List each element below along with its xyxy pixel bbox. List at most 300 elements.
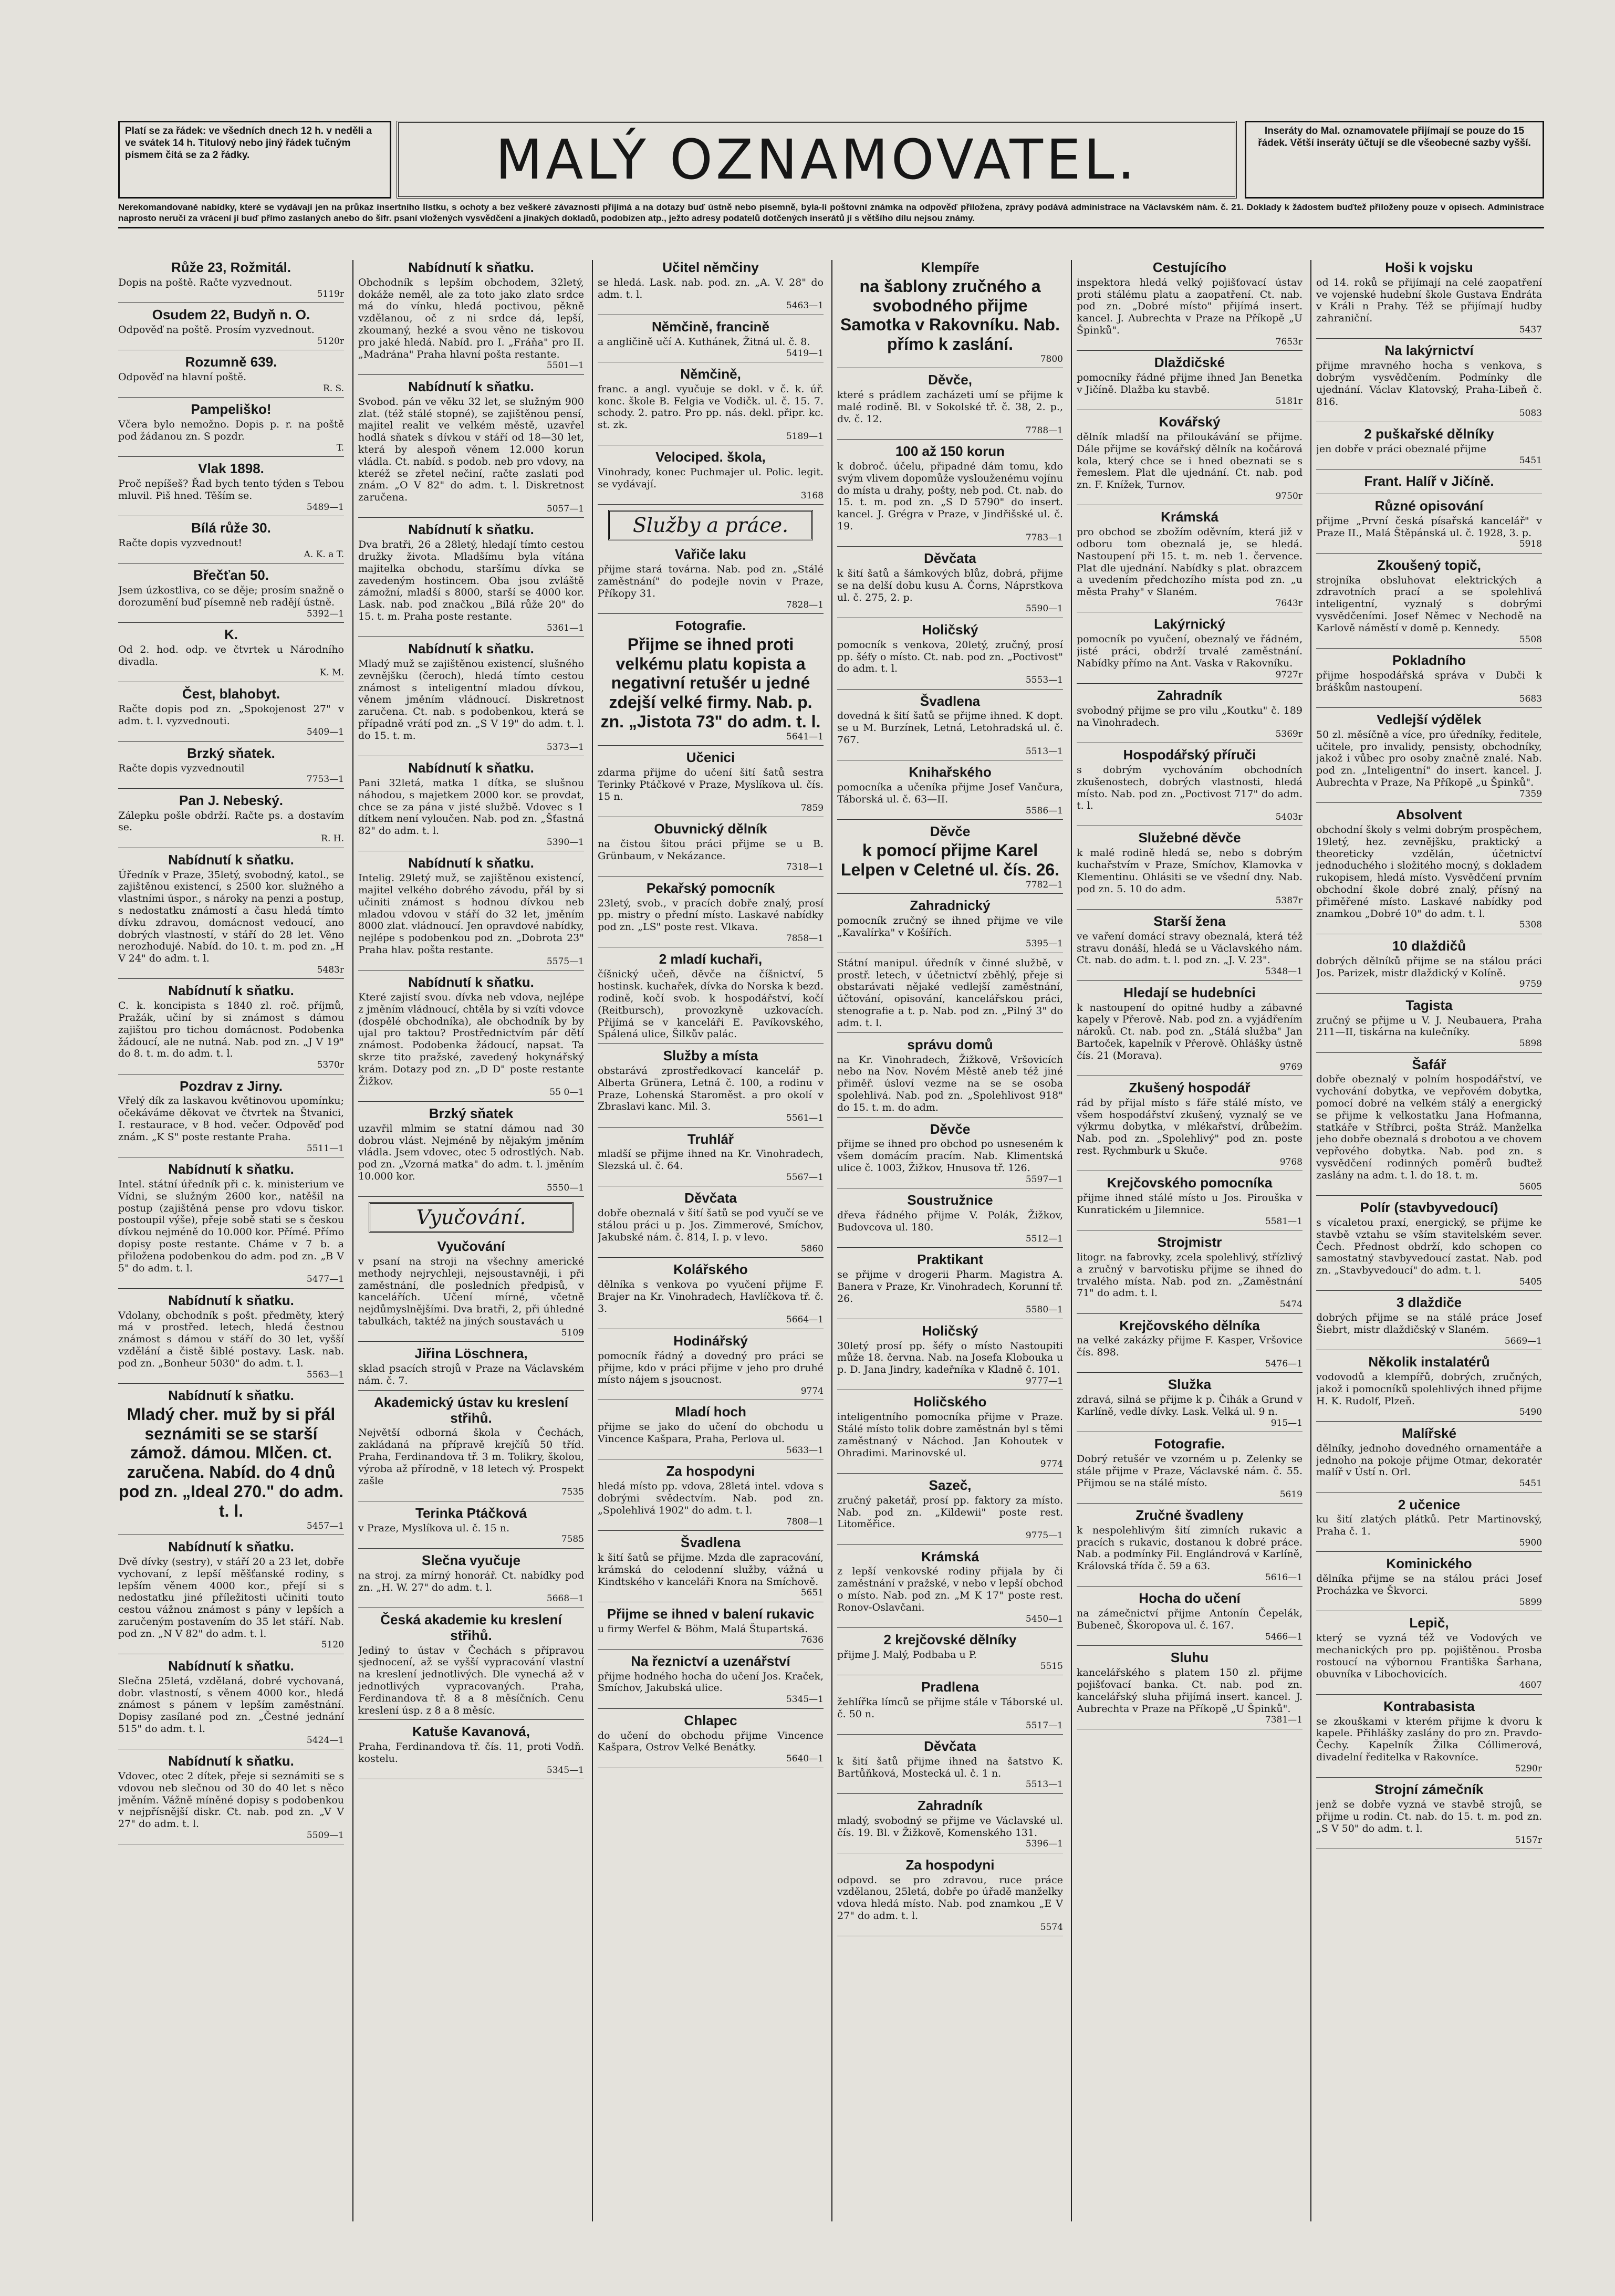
ad-code: 5181r [1275,395,1303,406]
ad-heading: Dlaždičské [1154,354,1225,371]
ad-heading: Švadlena [920,693,981,709]
ad-code: 5373—1 [546,742,584,753]
ad-body: Jediný to ústav v Čechách s přípravou sjednocení, až se vyšší vypracování vlastní na kreslení jednotlivých. Dle vynechá až v jednotlivých vypracovaných. Praha, Ferdinandova tř. 8 a 8 měsíčních. Cenu kreslení úsp. z 8 a 8 měsíc. [358,1644,584,1716]
classified-ad [118,1658,344,1749]
column-rule [592,260,593,2221]
classified-ad [598,367,824,445]
ad-heading: Nabídnutí k sňatku. [408,641,534,657]
ad-code: 5109 [561,1327,584,1338]
ad-heading: Hospodářský příruči [1123,747,1256,763]
ad-heading: Služka [1168,1376,1212,1393]
classified-ad [837,1857,1063,1936]
newspaper-page [118,121,1544,2221]
classified-ad [837,1798,1063,1853]
ad-body: Státní manipul. úředník v činné službě, v prostř. letech, v účetnictví zběhlý, přeje si obstarávati nějaké vedlejší zaměstnání, účtování, opisování, kancelářskou práci, stenografie a t. p. Nab. pod zn. „Pilný 3" do adm. t. l. [837,957,1063,1029]
ad-code: 7381—1 [1265,1715,1303,1726]
ad-code: 5586—1 [1025,805,1063,816]
classified-ad [1077,830,1303,909]
ad-code: 5403r [1275,812,1303,823]
ad-heading: Bílá růže 30. [191,519,271,536]
ad-body: na stroj. za mírný honorář. Ct. nabídky pod zn. „H. W. 27" do adm. t. l. [358,1569,584,1593]
ad-code: 5308 [1519,920,1542,931]
ad-code: 5345—1 [786,1694,824,1705]
ad-body: jenž se dobře vyzná ve stavbě strojů, se přijme u rodin. Ct. nab. do 15. t. m. pod zn. „S V 50" do adm. t. l. [1316,1799,1542,1834]
ad-heading: 100 až 150 korun [895,443,1005,460]
ad-code: 5396—1 [1025,1839,1063,1850]
ad-body: Úředník v Praze, 35letý, svobodný, katol., se zajištěnou existencí, s 2500 kor. služného a vlastními úspor., s nároky na penzi a postup, s nedostatku známostí a času hledá tímto dívku zdravou, domácnost vedoucí, ano dobrých vlastností, v stáří do 28 let. Věno nerozhodujé. Nabíd. do 10. t. m. pod zn. „H V 24" do adm. t. l. [118,869,344,965]
ad-heading: Krámská [921,1548,979,1564]
classified-ad [1077,1175,1303,1230]
classified-ad [358,379,584,518]
classified-ad [598,260,824,315]
ad-heading: Slečna vyučuje [422,1552,520,1568]
ad-body: Račte dopis pod zn. „Spokojenost 27" v adm. t. l. vyzvednouti. [118,703,344,727]
ad-body: pomocníky řádné přijme ihned Jan Benetka v Jičíně. Dlažba ku stavbě. [1077,372,1303,395]
ad-heading: Brzký sňatek. [187,745,275,761]
classified-ad [1316,1354,1542,1422]
ad-bold-text: Mladý cher. muž by si přál seznámiti se se starší zámož. dámou. Mlčen. ct. zaručena. Nabíd. do 4 dnů pod zn. „Ideal 270." do adm. t. l. [119,1404,343,1520]
classified-ad [118,746,344,789]
ad-heading: Němčině, francině [652,318,769,335]
ad-body: zdarma přijme do učení šití šatů sestra Terinky Ptáčkové v Praze, Myslíkova ul. čís. 15 n. [598,767,824,802]
classified-ad [118,1079,344,1157]
ad-heading: Děvčata [924,550,976,567]
ad-code: 5664—1 [786,1314,824,1326]
ad-body: odpovd. se pro zdravou, ruce práce vzdělanou, 25letá, dobře po úřadě manželky vdova hledá místo. Nab. pod znamkou „E V 27" do adm. t. l. [837,1874,1063,1922]
ad-heading: Pozdrav z Jirny. [179,1078,283,1094]
classified-ad [1316,1699,1542,1778]
ad-heading: Sluhu [1170,1650,1209,1666]
ad-code: 5290r [1515,1763,1542,1774]
ad-code: 5513—1 [1025,1779,1063,1790]
ad-heading: 2 mladí kuchaři, [659,951,763,967]
ad-code: 9750r [1275,491,1303,502]
classified-ad [358,1506,584,1549]
ad-heading: Děvče [930,1121,971,1137]
column-rule [1071,260,1072,2221]
ad-heading: Brzký sňatek [429,1105,514,1121]
classified-ad [1316,343,1542,422]
ad-heading: Rozumně 639. [185,354,277,370]
classified-ad [118,260,344,303]
ad-body: přijme hospodářská správa v Dubči k bráškům nastoupení. [1316,669,1542,693]
ad-body: Svobod. pán ve věku 32 let, se služným 900 zlat. (též stálé stopné), se zajištěnou pensí, majitel realit ve velkém městě, uzavřel hodlá sňatek s dívkou v stáří od 18—30 let, která by alespoň věnem 12.000 korun vládla. Ct. nabíd. s podob. neb pro vdovy, na kteréž se zřetel nečiní, račte zaslati pod znám. „O V 82" do adm. t. l. Diskretnost zaručena. [358,395,584,504]
classified-ad [1316,998,1542,1053]
ad-body: k nespolehlivým šití zimních rukavic a pracích s rukavic, dostanou k dobré práce. Nab. a podmínky Fil. Englándrová v Karlíně, Královská třída č. 59 a 63. [1077,1524,1303,1572]
ad-heading: Zahradník [1156,687,1223,704]
ad-code: 4607 [1519,1680,1542,1691]
classified-ad [118,983,344,1074]
ad-heading: Zručné švadleny [1135,1507,1244,1523]
ad-code: 5550—1 [546,1182,584,1193]
ad-code: 5437 [1519,325,1542,336]
ad-body: přijme hodného hocha do učení Jos. Kraček, Smíchov, Jakubská ulice. [598,1670,824,1694]
ad-body: k šití šatů a šámkových blůz, dobrá, přijme se na delší dobu kusu A. Čorns, Náprstkova ul. č. 275, 2. p. [837,568,1063,603]
ad-heading: Katuše Kavanová, [412,1724,530,1740]
ad-code: 7643r [1275,598,1303,609]
classified-ad [1077,617,1303,684]
ad-code: 7318—1 [786,862,824,873]
ad-code: 5120r [317,336,344,347]
ad-code: 9777—1 [1025,1376,1063,1386]
ad-code: 5512—1 [1025,1233,1063,1244]
ad-body: dělníka s venkova po vyučení přijme F. Brajer na Kr. Vinohradech, Havlíčkova tř. č. 3. [598,1279,824,1314]
classified-ad [598,618,824,746]
ad-body: hledá místo pp. vdova, 28letá intel. vdova s dobrými svědectvím. Nab. pod zn. „Spolehlivá 1902" do adm. t. l. [598,1480,824,1516]
ad-body: Dopis na poště. Račte vyzvednout. [118,276,293,288]
classified-ad [837,1037,1063,1118]
ad-code: 5083 [1519,408,1542,419]
ad-code: 9727r [1275,669,1303,680]
ad-heading: Praktikant [917,1251,983,1268]
ad-body: Slečna 25letá, vzdělaná, dobré vychovaná, dobr. vlastností, s věnem 4000 kor., hledá známost s pánem v lepším zaměstnání. Dopisy zasílané pod zn. „Čestné jednání 515" do adm. t. l. [118,1675,344,1735]
ad-code: 5581—1 [1265,1216,1303,1227]
classified-ad [598,1464,824,1531]
ad-code: 5899 [1519,1596,1542,1608]
classified-ad [1316,1200,1542,1291]
classified-ad [837,1193,1063,1248]
ad-heading: Hodinářský [673,1332,748,1349]
ad-heading: Vlak 1898. [198,461,264,477]
ad-code: 5918 [1519,539,1542,550]
ad-code: 5370r [317,1060,344,1071]
classified-ad [358,641,584,756]
ad-heading: Nabídnutí k sňatku. [168,1387,294,1403]
ad-body: obchodní školy s velmi dobrým prospěchem, 19letý, hez. zevnějšku, praktický a theoreticky vzdělán, účetnictví jednoduchého i složitého mocný, s dokladem rukopisem, hledá místo. Vysvědčení prvním obchodní škole dobré znalý, přísný na přiměřené místo. Laskavé nabídky pod znamkou „Dobré 10" do adm. t. l. [1316,824,1542,920]
classified-ad [837,898,1063,953]
ad-code: K. M. [319,667,344,679]
ad-body: inspektora hledá velký pojišťovací ústav proti stálému platu a zaopatření. Ct. nab. pod zn. „Dobré místo" přijímá insert. kancel. J. Aubrechta v Praze na Příkopě „U Špinků". [1077,276,1303,337]
classified-ad [598,952,824,1044]
classified-ad [837,957,1063,1033]
ad-body: který se vyzná též ve Vodových ve mechanických pro pp. pojištěnou. Prosba rostoucí na výbornou Františka Šarhana, obuvníka v Libochovicích. [1316,1632,1542,1680]
ad-body: jen dobře v práci obeznalé přijme [1316,443,1486,455]
ad-heading: K. [224,626,238,642]
ad-body: a angličině učí A. Kuthánek, Žitná ul. č. 8. [598,336,810,348]
classified-ad [118,1754,344,1844]
ad-code: 5157r [1515,1834,1542,1845]
ad-body: od 14. roků se přijímají na celé zaopatření ve vojenské hudební škole Gustava Endráta v Králi n Prahy. Též se přijímají hudby zahraniční. [1316,276,1542,325]
ad-code: 7782—1 [1025,879,1063,890]
classified-ad [1077,747,1303,826]
ad-body: zručný se přijme u V. J. Neubauera, Praha 211—II, tiskárna na kulečníky. [1316,1014,1542,1038]
ad-heading: Holičský [922,1322,978,1339]
classified-ad [1316,1615,1542,1694]
ad-code: 3168 [800,490,824,501]
ad-heading: Hoši k vojsku [1385,260,1473,275]
ad-code: 5390—1 [546,837,584,848]
classified-ad [1077,914,1303,981]
ad-code: 5348—1 [1265,966,1303,977]
administration-notice: Nerekomandované nabídky, které se vydávají jen na průkaz insertního lístku, s ochoty a bez veškeré závaznosti přijímá a na dotazy buď ústně nebo písemně, byla-li poštovní známka na odpověď přiložena, zprávy podává administrace na Václavském nám. č. 21. Doklady k žádostem buďtež přiloženy pouze v opisech. Administrace naprosto neručí za vrácení jí buď přímo zaslaných anebo do šifr. psaní vložených vysvědčení a jinakých dokladů, podobizen atp., ježto adresy podatelů dotčených inserátů jí s většího dílu nejsou známy. [118,202,1544,228]
section-title: MALÝ OZNAMOVATEL. [397,121,1237,199]
ad-code: 5508 [1519,634,1542,645]
ad-heading: Hocha do učení [1139,1590,1241,1606]
ad-code: 5409—1 [306,727,344,738]
ad-code: 5483r [317,964,344,975]
classified-ad [598,1191,824,1258]
ad-code: 5476—1 [1265,1358,1303,1369]
ad-heading: 10 dlaždičů [1392,937,1466,954]
ad-heading: Kolářského [673,1261,748,1278]
ad-code: 5574 [1040,1922,1063,1933]
ad-body: Račte dopis vyzvednout! [118,537,243,549]
classified-ad [837,824,1063,894]
ad-heading: Děvčata [684,1190,737,1206]
ad-body: k dobroč. účelu, připadné dám tomu, kdo svým vlivem dopomůže vyslouženému vojínu do místa u drahy, pošty, neb pod. Ct. nab. do 15. t. m. pod zn. „S D 5790" do insert. kancel. J. Grégra v Praze, v Jindřišské ul. č. 19. [837,461,1063,533]
ad-heading: Lepič, [1409,1615,1449,1631]
ad-body: sklad psacích strojů v Praze na Václavském nám. č. 7. [358,1363,584,1386]
ad-body: vodovodů a klempířů, dobrých, zručných, jakož i pomocníků spolehlivých ihned přijme H. K. Rudolf, Plzeň. [1316,1371,1542,1407]
ad-code: 5683 [1519,693,1542,704]
classified-ad [598,821,824,876]
ad-heading: Malířské [1401,1425,1457,1441]
ad-body: se přijme v drogerii Pharm. Magistra A. Banera v Praze, Kr. Vinohradech, Korunní tř. 26. [837,1268,1063,1304]
ad-code: 5450—1 [1025,1613,1063,1624]
ad-heading: Holičský [922,621,978,638]
ad-code: 5515 [1040,1661,1063,1672]
classified-ad [1077,985,1303,1076]
ad-heading: Nabídnutí k sňatku. [168,1292,294,1308]
ad-code: 5511—1 [306,1143,344,1154]
ad-heading: Sazeč, [929,1477,972,1493]
ad-body: Zálepku pošle obdrží. Račte ps. a dostavím se. [118,809,344,833]
ad-heading: Krejčovského pomocníka [1107,1175,1273,1191]
ad-body: přijme se ihned pro obchod po usneseném k všem domácím pracím. Nab. Klimentská ulice č. 1003, Žižkov, Hnusova tř. 126. [837,1138,1063,1174]
ad-body: dělníky, jednoho dovedného ornamentáře a jednoho na pokoje přijme Otmar, dekoratér malíř v Ústí n. Orl. [1316,1442,1542,1478]
classified-ad [837,372,1063,440]
ad-body: přijme J. Malý, Podbaba u P. [837,1648,977,1661]
ad-body: dovedná k šití šatů se přijme ihned. K dopt. se u M. Burzínek, Letná, Letohradská ul. č. 767. [837,710,1063,746]
ad-body: na Kr. Vinohradech, Žižkově, Vršovicích nebo na Nov. Novém Městě aneb též jiné přiměř. úsloví vezme na se se osoba spolehlivá. Nab. pod zn. „Spolehlivost 918" do 15. t. m. do adm. [837,1053,1063,1113]
column-4 [837,260,1063,2221]
ad-heading: Absolvent [1396,807,1462,823]
ad-body: strojníka obsluhovat elektrických a zdravotních prací a se spolehlivá inteligentní, vyznalý s dobrými vysvědčeními. Josef Němec v Nechodě na Karlově náměstí v domě p. Kennedy. [1316,574,1542,634]
ad-heading: Břečťan 50. [193,567,269,583]
ad-heading: Nabídnutí k sňatku. [408,855,534,871]
ad-heading: Nabídnutí k sňatku. [168,1161,294,1177]
ad-columns [118,260,1544,2221]
ad-body: k šití šatů se přijme. Mzda dle zapracování, krámská do celodenní služby, vážná u Kindtského v kanceláři Knora na Smíchově. [598,1551,824,1588]
ad-body: přijme se jako do učení do obchodu u Vincence Kašpara, Praha, Perlova ul. [598,1421,824,1445]
classified-ad [358,260,584,375]
ad-body: Vdolany, obchodník s pošt. předměty, který má v prostřed. letech, hledá čestnou známost s dámou v stáří do 30 let, vyšší vzdělání a čistě šiblé postavy. Lask. nab. pod zn. „Bonheur 5030" do adm. t. l. [118,1309,344,1369]
ad-code: 5395—1 [1025,938,1063,949]
ad-code: 5477—1 [306,1274,344,1285]
ad-body: dobře obeznalý v polním hospodářství, ve vychování dobytka, ve vepřovém dobytka, pomocí dobré na velkém stálý a energický se přijme k velkostatku Jana Hofmanna, statkáře v Stříbrci, pošta Stráž. Manželka jeho dobře obeznalá s drobotou a ve chovem vepřového dobytka. Nab. pod zn. s vysvědčení rodinných poměrů buďtež zaslány na adm. t. l. do 18. t. m. [1316,1073,1542,1181]
ad-body: dřeva řádného přijme V. Polák, Žižkov, Budovcova ul. 180. [837,1209,1063,1233]
ad-body: Račte dopis vyzvednoutil [118,762,245,774]
classifieds-header [118,121,1544,200]
classified-ad [118,1539,344,1654]
classified-ad [358,1346,584,1390]
ad-body: Od 2. hod. odp. ve čtvrtek u Národního divadla. [118,643,344,667]
classified-ad [837,1394,1063,1473]
classified-ad [1316,558,1542,649]
ad-code: 7653r [1275,336,1303,347]
classified-ad [598,450,824,505]
ad-code: 7636 [800,1635,824,1646]
ad-heading: Kominického [1386,1556,1472,1572]
ad-code: R. H. [321,833,344,844]
classified-ad [598,1654,824,1709]
classified-ad [1077,1377,1303,1432]
classified-ad [1077,509,1303,612]
ad-body: přijme ihned stálé místo u Jos. Pirouška v Kunratickém u Jilemnice. [1077,1192,1303,1216]
classified-ad [118,1293,344,1384]
ad-heading: Děvče, [928,372,972,388]
ad-code: 5616—1 [1265,1572,1303,1583]
ad-heading: Fotografie. [675,617,746,633]
classified-ad [598,881,824,948]
ad-heading: Němčině, [680,366,741,382]
ad-heading: Na řeznictví a uzenářství [631,1653,790,1669]
classified-ad [118,686,344,742]
classified-ad [358,1239,584,1342]
classified-ad [1316,498,1542,554]
ad-body: Odpověď na poště. Prosím vyzvednout. [118,323,315,336]
ad-code: 5597—1 [1025,1174,1063,1185]
ad-code: 5424—1 [306,1735,344,1746]
ad-body: Intel. státní úředník při c. k. ministerium ve Vídni, se služným 2600 kor., natěšil na postup (zajištěná pense pro vdovu tiskor. postoupil výše), přeje sobě stati se s českou dívkou nejméně do 10.000 kor. Přímé. Přímo dopisy poste restante. Cháme v 7 b. a přiložena podobenkou do adm. pod zn. „B V 5" do adm. t. l. [118,1178,344,1274]
classified-ad [358,522,584,637]
classified-ad [358,855,584,970]
ad-code: 5669—1 [1504,1335,1542,1347]
ad-heading: Klempíře [921,260,980,275]
ad-heading: Frant. Halíř v Jičíně. [1364,473,1494,489]
ad-code: 9775—1 [1025,1530,1063,1541]
classified-ad [358,1106,584,1197]
ad-code: 5057—1 [546,503,584,514]
ad-heading: Tagista [1405,997,1453,1013]
ad-code: 5405 [1519,1276,1542,1287]
ad-heading: Zahradník [917,1797,983,1813]
classified-ad [1077,414,1303,505]
ad-code: 5640—1 [786,1754,824,1765]
classified-ad [837,1323,1063,1391]
ad-body: C. k. koncipista s 1840 zl. roč. příjmů, Pražák, učiní by si známost s dámou zajištou pro tichou domácnost. Podobenka žádoucí, ale ne nutná. Nab. pod zn. „J V 19" do 8. t. m. do adm. t. l. [118,1000,344,1060]
ad-code: 5633—1 [786,1445,824,1456]
ad-heading: Pan J. Nebeský. [179,792,283,808]
ad-code: 5451 [1519,455,1542,466]
pricing-box: Platí se za řádek: ve všedních dnech 12 h. v neděli a ve svátek 14 h. Titulový nebo jiný řádek tučným písmem čítá se za 2 řádky. [118,121,391,199]
classified-ad [1077,1235,1303,1313]
ad-body: Mladý muž se zajištěnou existencí, slušného zevnějšku (čeroch), hledá tímto cestou známost s inteligentní mladou dívkou, věnem jměním vládnoucí. Diskretnost zaručena. Ct. nab. s podobenkou, která se případně vrátí pod zn. „S V 19" do adm. t. l. do 15. t. m. [358,658,584,742]
classified-ad [118,1388,344,1535]
ad-code: 55 0—1 [549,1087,584,1098]
ad-code: 7859 [800,802,824,813]
ad-body: Vřelý dík za laskavou květinovou upomínku; očekáváme děkovat ve čtvrtek na Štvanici, I. restaurace, v 8 hod. večer. Odpověď pod znám. „K S" poste restante Praha. [118,1095,344,1143]
ad-body: přijme stará továrna. Nab. pod zn. „Stálé zaměstnání" do podejle novin v Praze, Příkopy 31. [598,563,824,599]
ad-heading: Švadlena [680,1535,741,1551]
ad-body: 23letý, svob., v pracích dobře znalý, prosí pp. mistry o přední místo. Laskavé nabídky pod zn. „LS" poste rest. Vlkava. [598,897,824,933]
ad-body: ku šití zlatých plátků. Petr Martinovský, Praha č. 1. [1316,1514,1542,1538]
ad-body: s vícaletou praxí, energický, se přijme ke stavbě vztahu se vším stavitelském sever. Čech. Přednost obdrží, kdo schopen co samostatný stavbyvedoucí zastat. Nab. pod zn. „Stavbyvedoucí" do adm. t. l. [1316,1216,1542,1277]
ad-body: Dva bratři, 26 a 28letý, hledají tímto cestou družky života. Mladšímu byla vítána majitelka obchodu, staršímu dívka se zavedeným hostincem. Oba jsou zvláště zámožní, mladší s 8000, starší se 4000 kor. Lask. nab. pod značkou „Bílá růže 20" do 15. t. m. Praha poste restante. [358,539,584,622]
ad-code: 5898 [1519,1038,1542,1049]
ad-body: inteligentního pomocníka přijme v Praze. Stálé místo tolik dobre zaměstnán byl s těmi zaměstnaný v Náchod. Jan Kohoutek v Ohradimi. Marinovské ul. [837,1411,1063,1459]
ad-heading: Za hospodyni [905,1856,995,1873]
ad-heading: Fotografie. [1154,1436,1225,1452]
ad-body: dobrých přijme se na stálé práce Josef Šiebrt, mistr dlaždičský v Slaném. [1316,1312,1542,1335]
classified-ad [1077,688,1303,743]
classified-ad [1077,1318,1303,1373]
ad-heading: Nabídnutí k sňatku. [408,260,534,275]
ad-code: 9774 [800,1386,824,1397]
classified-ad [837,1679,1063,1735]
ad-code: 7585 [561,1534,584,1545]
ad-body: přijme „První česká písařská kancelář" v Praze II., Malá Štěpánská ul. č. 1928, 3. p. [1316,515,1542,539]
ad-body: s dobrým vychováním obchodních zkušenostech, dobrých vlastnosti, hledá místo. Nab. pod zn. „Poctivost 717" do adm. t. l. [1077,764,1303,812]
ad-body: z lepší venkovské rodiny přijala by či zaměstnání v pražské, v nebo v lepší obchod o místo. Nab. pod zn. „M K 17" poste rest. Ronov-Oslavčani. [837,1566,1063,1613]
column-rule [352,260,353,2221]
ad-body: v Praze, Myslíkova ul. č. 15 n. [358,1522,510,1534]
ad-body: přijme mravného hocha s venkova, s dobrým vysvědčením. Podmínky dle ujednání. Václav Klatovský, Praha-Libeň č. 816. [1316,360,1542,408]
classified-ad [118,852,344,979]
ad-body: Dvě dívky (sestry), v stáří 20 a 23 let, dobře vychovaní, z lepší měšťanské rodiny, s lepším věnem 4000 kor., přejí si s nedostatku jiné příležitosti učiniti touto cestou vážnou známost s pány v lepších a zaručeným postavením do 35 let stáří. Nab. pod zn. „N V 82" do adm. t. l. [118,1556,344,1640]
ad-body: pomocník řádný a dovedný pro práci se přijme, kdo v práci přijme v jeho pro druhé místo nájem s jsoucnost. [598,1350,824,1386]
ad-heading: Hledají se hudebníci [1123,984,1256,1000]
ad-body: pomocník po vyučení, obeznalý ve řádném, jisté práci, obdrží trvalé zaměstnání. Nabídky přímo na Ant. Vaska v Rakovníku. [1077,633,1303,669]
ad-code: 5345—1 [546,1765,584,1776]
column-6 [1316,260,1542,2221]
ad-heading: Nabídnutí k sňatku. [408,521,534,538]
ad-heading: Růže 23, Rožmitál. [171,260,291,275]
ad-body: se hledá. Lask. nab. pod. zn. „A. V. 28" do adm. t. l. [598,276,824,300]
ad-code: 7783—1 [1025,532,1063,543]
ad-heading: Holičského [913,1394,987,1410]
ad-heading: Krámská [1161,509,1218,525]
ad-heading: Obuvnický dělník [654,820,767,837]
classified-ad [1316,260,1542,339]
ad-code: 7808—1 [786,1516,824,1527]
ad-body: Jsem úzkostliva, co se děje; prosím snažně o dorozumění buď písemně neb radějí ústně. [118,584,344,608]
ad-heading: Nabídnutí k sňatku. [408,378,534,394]
ad-code: R. S. [322,383,344,394]
ad-heading: 3 dlaždiče [1396,1295,1462,1311]
ad-heading: Soustružnice [907,1192,993,1208]
ad-body: zdravá, silná se přijme k p. Čihák a Grund v Karlíně, vedle dívky. Lask. Velká ul. 9 n. [1077,1394,1303,1418]
ad-code: 7753—1 [306,774,344,785]
ad-heading: 2 puškařské dělníky [1364,425,1494,442]
ad-code: 5590—1 [1025,603,1063,614]
classified-ad [118,307,344,350]
classified-ad [837,1549,1063,1628]
ad-body: na velké zakázky přijme F. Kasper, Vršovice čís. 898. [1077,1334,1303,1359]
ad-code: 5517—1 [1025,1720,1063,1731]
classified-ad [118,354,344,398]
ad-heading: správu domů [907,1036,993,1052]
column-rule [831,260,832,2221]
classified-ad [1077,260,1303,351]
classified-ad [1316,1556,1542,1611]
ad-heading: Akademický ústav ku kreslení střihů. [374,1394,568,1426]
classified-ad [1316,712,1542,803]
ad-heading: Starší žena [1153,913,1226,929]
ad-code: 5509—1 [306,1830,344,1841]
classified-ad [1077,1080,1303,1171]
classified-ad [837,1478,1063,1545]
ad-heading: Vedlejší výdělek [1377,711,1482,727]
ad-code: 5361—1 [546,622,584,633]
ad-heading: Čest, blahobyt. [182,685,280,702]
classified-ad [1077,1591,1303,1646]
classified-ad [598,1404,824,1459]
section-heading: Vyučování. [369,1202,574,1233]
section-heading: Služby a práce. [608,510,813,540]
ad-code: 7828—1 [786,599,824,610]
ad-code: A. K. a T. [304,549,344,560]
